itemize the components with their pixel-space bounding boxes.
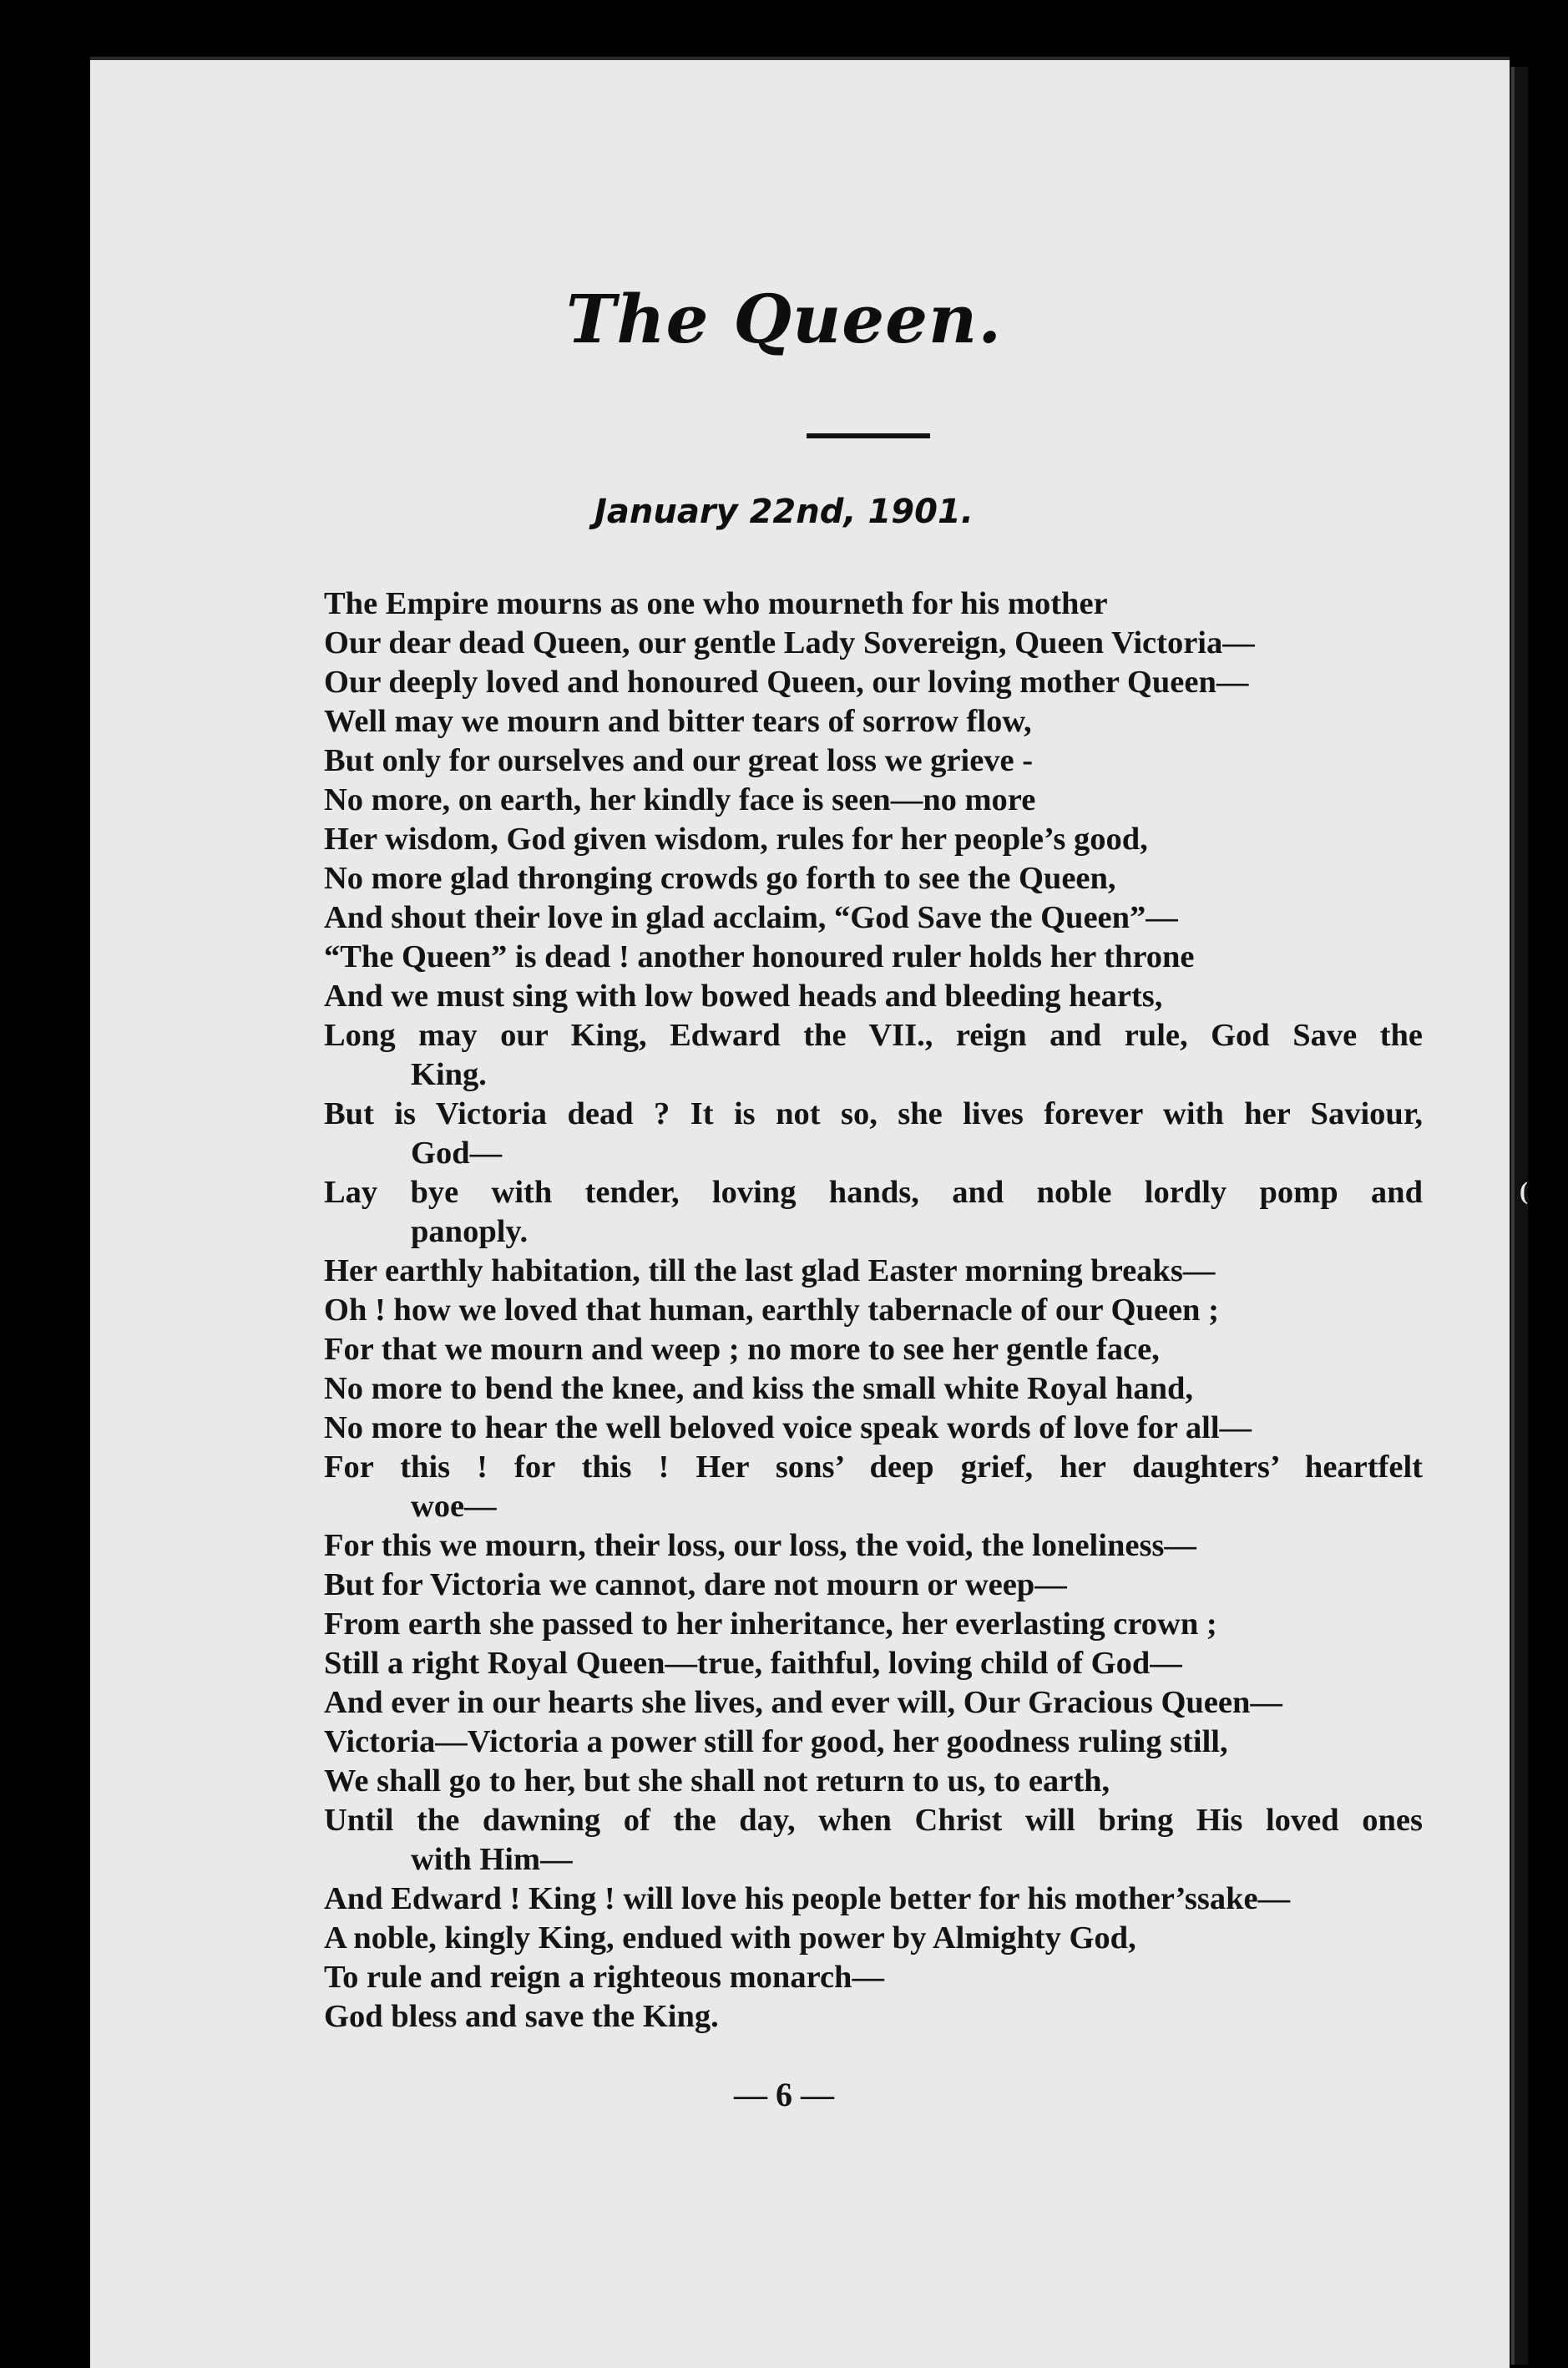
poem-line-continuation: woe— <box>411 1489 497 1524</box>
margin-edge-mark: ( <box>1520 1177 1528 1205</box>
poem-line: To rule and reign a righteous monarch— <box>324 1960 884 1995</box>
poem-line: God bless and save the King. <box>324 1999 719 2034</box>
poem-line: Until the dawning of the day, when Christ will bring His loved ones <box>324 1803 1423 1838</box>
poem-line-continuation: with Him— <box>411 1842 573 1877</box>
poem-line: Long may our King, Edward the VII., reign and rule, God Save the <box>324 1018 1423 1053</box>
poem-line-continuation: God— <box>411 1136 503 1171</box>
poem-line: No more to bend the knee, and kiss the small white Royal hand, <box>324 1371 1194 1406</box>
poem-line: Our dear dead Queen, our gentle Lady Sovereign, Queen Victoria— <box>324 625 1255 660</box>
poem-line: And we must sing with low bowed heads and bleeding hearts, <box>324 979 1163 1014</box>
poem-line: We shall go to her, but she shall not return to us, to earth, <box>324 1763 1110 1799</box>
spine-edge <box>1511 67 1515 2365</box>
poem-line: But is Victoria dead ? It is not so, she lives forever with her Saviour, <box>324 1096 1423 1131</box>
title-rule <box>807 433 930 438</box>
poem-line: “The Queen” is dead ! another honoured ruler holds her throne <box>324 939 1195 974</box>
poem-line: The Empire mourns as one who mourneth for his mother <box>324 586 1108 621</box>
poem-line: Still a right Royal Queen—true, faithful, loving child of God— <box>324 1646 1182 1681</box>
poem-date: January 22nd, 1901. <box>594 493 974 531</box>
poem-line: For this we mourn, their loss, our loss, the void, the loneliness— <box>324 1528 1196 1563</box>
poem-line: Her earthly habitation, till the last glad Easter morning breaks— <box>324 1253 1216 1288</box>
poem-line: And ever in our hearts she lives, and ever will, Our Gracious Queen— <box>324 1685 1282 1720</box>
poem-line: And Edward ! King ! will love his people better for his mother’ssake— <box>324 1881 1291 1916</box>
poem-line: Well may we mourn and bitter tears of sorrow flow, <box>324 704 1032 739</box>
poem-line: No more, on earth, her kindly face is seen—no more <box>324 782 1036 817</box>
poem-line: Oh ! how we loved that human, earthly tabernacle of our Queen ; <box>324 1293 1219 1328</box>
poem-line-continuation: King. <box>411 1057 487 1092</box>
poem-line: But only for ourselves and our great loss we grieve - <box>324 743 1034 778</box>
poem-title: The Queen. <box>565 280 1003 358</box>
poem-line: Victoria—Victoria a power still for good, her goodness ruling still, <box>324 1724 1228 1759</box>
poem-line: A noble, kingly King, endued with power by Almighty God, <box>324 1920 1136 1956</box>
poem-body <box>324 584 1443 2037</box>
poem-line: Our deeply loved and honoured Queen, our loving mother Queen— <box>324 665 1249 700</box>
poem-line: No more to hear the well beloved voice speak words of love for all— <box>324 1410 1252 1445</box>
poem-line: From earth she passed to her inheritance, her everlasting crown ; <box>324 1606 1217 1642</box>
poem-line: Her wisdom, God given wisdom, rules for her people’s good, <box>324 822 1148 857</box>
poem-line: For that we mourn and weep ; no more to see her gentle face, <box>324 1332 1160 1367</box>
page-number: — 6 — <box>734 2076 834 2113</box>
poem-line: But for Victoria we cannot, dare not mourn or weep— <box>324 1567 1067 1602</box>
poem-line: For this ! for this ! Her sons’ deep grief, her daughters’ heartfelt <box>324 1450 1423 1485</box>
poem-line: And shout their love in glad acclaim, “God Save the Queen”— <box>324 900 1178 935</box>
poem-line: No more glad thronging crowds go forth to see the Queen, <box>324 861 1116 896</box>
poem-line: Lay bye with tender, loving hands, and noble lordly pomp and <box>324 1175 1423 1210</box>
poem-line-continuation: panoply. <box>411 1214 529 1249</box>
